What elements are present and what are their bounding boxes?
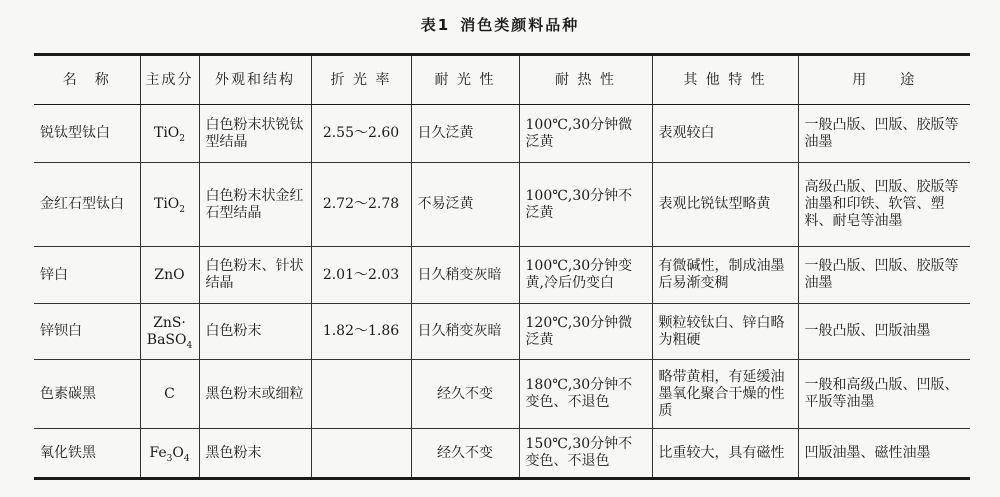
- header-lightfast: 耐 光 性: [411, 55, 519, 105]
- cell-heat: 100℃,30分钟不泛黄: [519, 163, 652, 247]
- cell-lightfast: 日久稍变灰暗: [411, 247, 519, 304]
- cell-usage: 一般凸版、凹版油墨: [798, 304, 970, 360]
- header-appearance: 外观和结构: [199, 55, 311, 105]
- cell-heat: 100℃,30分钟微泛黄: [519, 105, 652, 163]
- cell-heat: 120℃,30分钟微泛黄: [519, 304, 652, 360]
- cell-formula: C: [140, 360, 199, 429]
- cell-other: 有微碱性，制成油墨后易渐变稠: [652, 247, 798, 304]
- table-row: [34, 163, 970, 247]
- cell-name: 金红石型钛白: [34, 163, 140, 247]
- cell-refraction: 2.55～2.60: [311, 105, 411, 163]
- cell-other: 表观比锐钛型略黄: [652, 163, 798, 247]
- table-title: 消色类颜料品种: [460, 16, 580, 34]
- cell-usage: 一般凸版、凹版、胶版等油墨: [798, 105, 970, 163]
- cell-appearance: 白色粉末状锐钛型结晶: [199, 105, 311, 163]
- table-caption: [0, 14, 1000, 35]
- cell-refraction: [311, 360, 411, 429]
- cell-other: 略带黄相，有延缓油墨氧化聚合干燥的性质: [652, 360, 798, 429]
- cell-formula: TiO$_2$: [140, 105, 199, 163]
- cell-appearance: 黑色粉末: [199, 429, 311, 479]
- header-other: 其 他 特 性: [652, 55, 798, 105]
- header-name: 名 称: [34, 55, 140, 105]
- cell-lightfast: 日久稍变灰暗: [411, 304, 519, 360]
- cell-heat: 100℃,30分钟变黄,冷后仍变白: [519, 247, 652, 304]
- cell-refraction: 1.82～1.86: [311, 304, 411, 360]
- cell-name: 色素碳黑: [34, 360, 140, 429]
- cell-formula: ZnO: [140, 247, 199, 304]
- cell-formula: ZnS· BaSO$_4$: [140, 304, 199, 360]
- cell-name: 锐钛型钛白: [34, 105, 140, 163]
- table-number: 表1: [420, 16, 451, 34]
- cell-refraction: 2.01～2.03: [311, 247, 411, 304]
- header-row: [34, 55, 970, 105]
- cell-formula: $Fe_3O_4$: [140, 429, 199, 479]
- cell-heat: 180℃,30分钟不变色、不退色: [519, 360, 652, 429]
- cell-other: 表观较白: [652, 105, 798, 163]
- cell-refraction: 2.72～2.78: [311, 163, 411, 247]
- table-row: [34, 360, 970, 429]
- cell-lightfast: 日久泛黄: [411, 105, 519, 163]
- header-component: 主成分: [140, 55, 199, 105]
- cell-lightfast: 经久不变: [411, 360, 519, 429]
- cell-appearance: 白色粉末状金红石型结晶: [199, 163, 311, 247]
- cell-lightfast: 经久不变: [411, 429, 519, 479]
- cell-appearance: 白色粉末: [199, 304, 311, 360]
- cell-formula: TiO$_2$: [140, 163, 199, 247]
- cell-usage: 凹版油墨、磁性油墨: [798, 429, 970, 479]
- cell-heat: 150℃,30分钟不变色、不退色: [519, 429, 652, 479]
- table-row: [34, 247, 970, 304]
- cell-other: 颗粒较钛白、锌白略为粗硬: [652, 304, 798, 360]
- cell-usage: 一般和高级凸版、凹版、平版等油墨: [798, 360, 970, 429]
- cell-appearance: 黑色粉末或细粒: [199, 360, 311, 429]
- header-usage: 用 途: [798, 55, 970, 105]
- table-row: [34, 105, 970, 163]
- table-row: [34, 304, 970, 360]
- pigment-table: [34, 53, 970, 480]
- cell-name: 锌钡白: [34, 304, 140, 360]
- cell-lightfast: 不易泛黄: [411, 163, 519, 247]
- cell-refraction: [311, 429, 411, 479]
- header-refraction: 折 光 率: [311, 55, 411, 105]
- cell-appearance: 白色粉末、针状结晶: [199, 247, 311, 304]
- cell-usage: 高级凸版、凹版、胶版等油墨和印铁、软管、塑料、耐皂等油墨: [798, 163, 970, 247]
- cell-name: 氧化铁黑: [34, 429, 140, 479]
- cell-usage: 一般凸版、凹版、胶版等油墨: [798, 247, 970, 304]
- table-row: [34, 429, 970, 479]
- cell-name: 锌白: [34, 247, 140, 304]
- cell-other: 比重较大，具有磁性: [652, 429, 798, 479]
- header-heat: 耐 热 性: [519, 55, 652, 105]
